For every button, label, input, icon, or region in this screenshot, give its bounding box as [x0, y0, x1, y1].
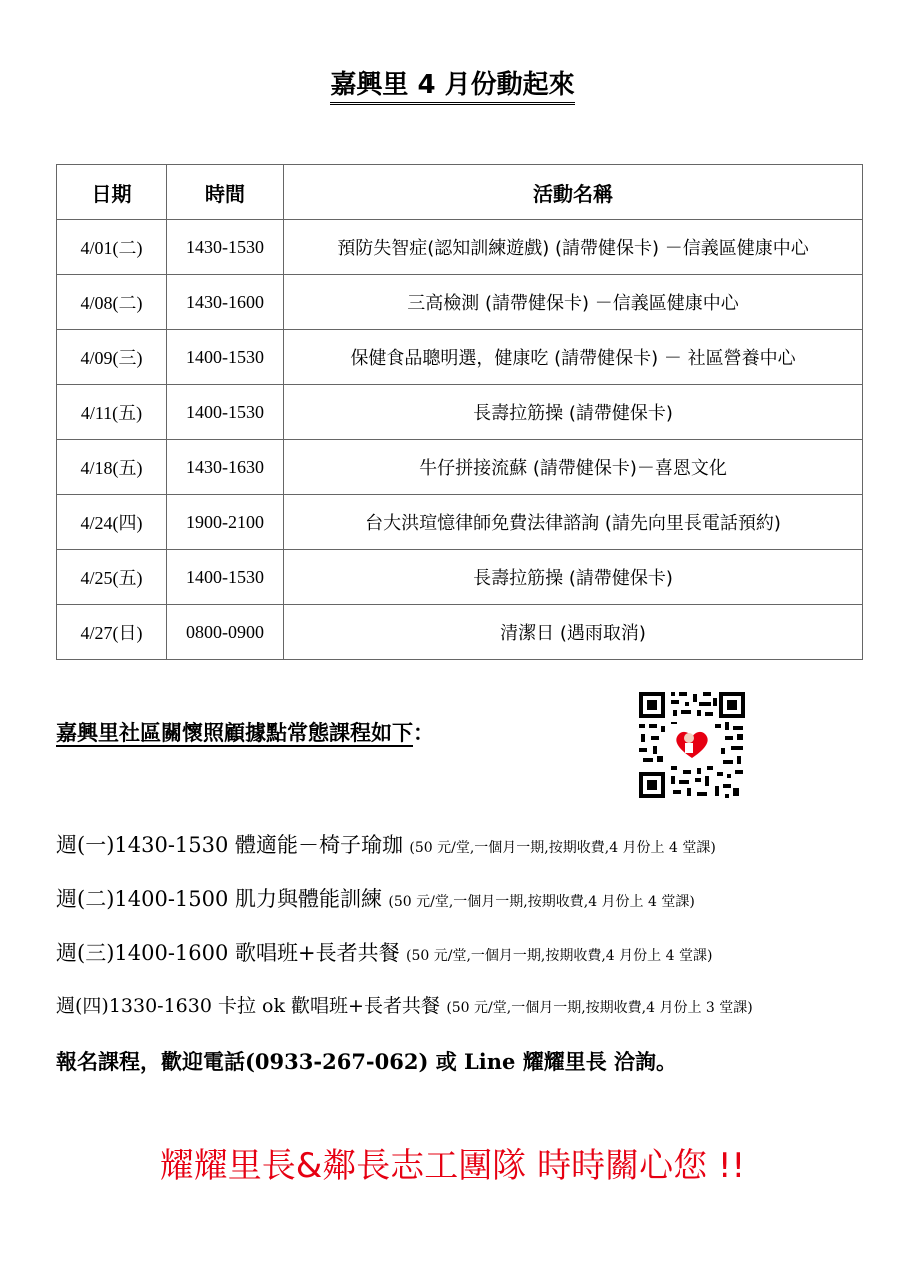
table-row — [57, 220, 863, 275]
row-date: 4/09(三) — [57, 330, 167, 385]
row-date: 4/24(四) — [57, 495, 167, 550]
row-time: 1430-1530 — [167, 220, 284, 275]
row-date: 4/11(五) — [57, 385, 167, 440]
row-activity: 台大洪瑄憶律師免費法律諮詢 (請先向里長電話預約) — [284, 495, 863, 550]
row-time: 0800-0900 — [167, 605, 284, 660]
row-activity: 三高檢測 (請帶健保卡) －信義區健康中心 — [284, 275, 863, 330]
row-activity: 牛仔拼接流蘇 (請帶健保卡)－喜恩文化 — [284, 440, 863, 495]
row-time: 1430-1600 — [167, 275, 284, 330]
row-activity: 長壽拉筋操 (請帶健保卡) — [284, 550, 863, 605]
page-title: 嘉興里 4 月份動起來 — [0, 64, 905, 101]
courses-heading: 嘉興里社區關懷照顧據點常態課程如下： — [56, 720, 434, 745]
row-date: 4/25(五) — [57, 550, 167, 605]
course-item: 週(四)1330-1630 卡拉 ok 歡唱班+長者共餐 (50 元/堂,一個月一期,按期收費,4 月份上 3 堂課) — [56, 995, 753, 1017]
table-row — [57, 550, 863, 605]
table-row — [57, 330, 863, 385]
line-qr-code[interactable] — [637, 690, 747, 800]
row-date: 4/08(二) — [57, 275, 167, 330]
course-item: 週(三)1400-1600 歌唱班+長者共餐 (50 元/堂,一個月一期,按期收費,4 月份上 4 堂課) — [56, 941, 713, 965]
table-header-row — [57, 165, 863, 220]
row-activity: 預防失智症(認知訓練遊戲) (請帶健保卡) －信義區健康中心 — [284, 220, 863, 275]
table-row — [57, 275, 863, 330]
course-item: 週(二)1400-1500 肌力與體能訓練 (50 元/堂,一個月一期,按期收費,4 月份上 4 堂課) — [56, 887, 695, 911]
header-activity: 活動名稱 — [284, 165, 863, 220]
row-time: 1400-1530 — [167, 385, 284, 440]
row-time: 1430-1630 — [167, 440, 284, 495]
qr-logo-heart-icon — [671, 724, 713, 766]
course-item: 週(一)1430-1530 體適能－椅子瑜珈 (50 元/堂,一個月一期,按期收費,4 月份上 4 堂課) — [56, 833, 716, 857]
row-date: 4/27(日) — [57, 605, 167, 660]
table-row — [57, 605, 863, 660]
row-time: 1900-2100 — [167, 495, 284, 550]
schedule-table — [56, 164, 863, 660]
row-date: 4/01(二) — [57, 220, 167, 275]
row-time: 1400-1530 — [167, 330, 284, 385]
header-date: 日期 — [57, 165, 167, 220]
row-activity: 保健食品聰明選，健康吃 (請帶健保卡) － 社區營養中心 — [284, 330, 863, 385]
closing-slogan: 耀耀里長&鄰長志工團隊 時時關心您 !! — [159, 1146, 746, 1186]
header-time: 時間 — [167, 165, 284, 220]
row-activity: 清潔日 (遇雨取消) — [284, 605, 863, 660]
table-row — [57, 440, 863, 495]
table-row — [57, 495, 863, 550]
row-date: 4/18(五) — [57, 440, 167, 495]
contact-line: 報名課程，歡迎電話(0933-267-062) 或 Line 耀耀里長 洽詢。 — [56, 1049, 678, 1074]
row-time: 1400-1530 — [167, 550, 284, 605]
table-row — [57, 385, 863, 440]
row-activity: 長壽拉筋操 (請帶健保卡) — [284, 385, 863, 440]
